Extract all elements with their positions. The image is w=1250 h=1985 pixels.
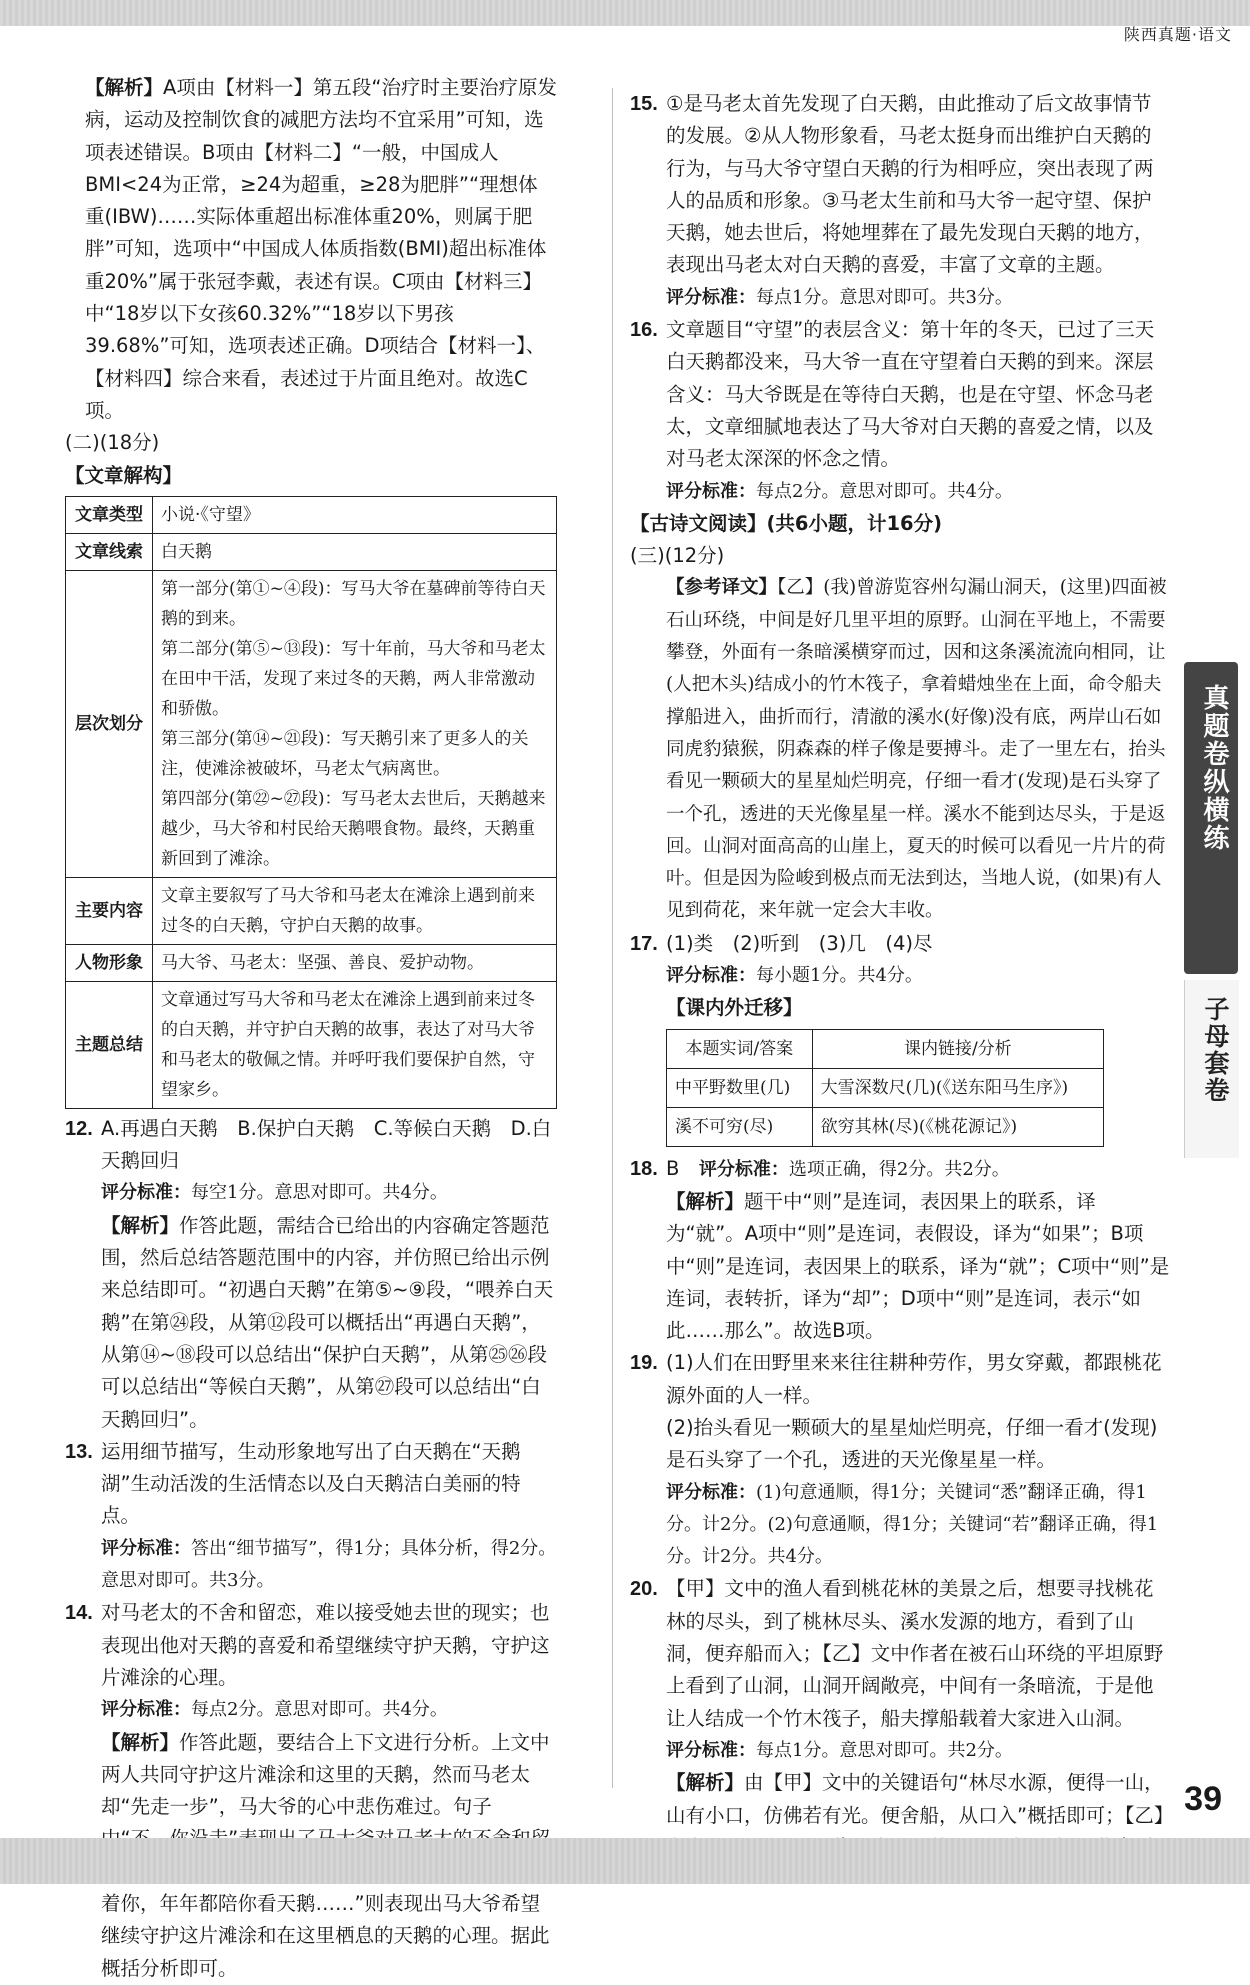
scoring	[630, 476, 1170, 508]
row-body	[153, 533, 557, 570]
table-header-row	[667, 1029, 1104, 1068]
analysis-tag: 【解析】	[101, 1213, 180, 1237]
analysis-text: A项由【材料一】第五段“治疗时主要治疗原发病，运动及控制饮食的减肥方法均不宜采用”可知，选项表述错误。B项由【材料二】“一般，中国成人BMI<24为正常，≥24为超重，≥28为肥胖”“理想体重(IBW)……实际体重超出标准体重20%，则属于肥胖”可知，选项中“中国成人体质指数(BMI)超出标准体重20%”属于张冠李戴，表述有误。C项由【材料三】中“18岁以下女孩60.32%”“18岁以下男孩39.68%”可知，选项表述正确。D项结合【材料一】、【材料四】综合来看，表述过于片面且绝对。故选C项。	[85, 76, 557, 422]
question-13	[65, 1436, 557, 1533]
row-text: 第一部分(第①~④段)：写马大爷在墓碑前等待白天鹅的到来。	[161, 578, 546, 629]
column-divider	[612, 88, 613, 1788]
answer: B	[666, 1156, 680, 1180]
row-text: 第二部分(第⑤~⑬段)：写十年前，马大爷和马老太在田中干活，发现了来过冬的天鹅，两人非常激动和骄傲。	[161, 638, 546, 719]
scoring-text: 每点2分。意思对即可。共4分。	[756, 480, 1013, 502]
transfer-table-wrap	[630, 1029, 1170, 1147]
column-header: 本题实词/答案	[667, 1029, 813, 1068]
question-20	[630, 1573, 1170, 1734]
scoring-text: 选项正确，得2分。共2分。	[788, 1158, 1010, 1180]
analysis-tag: 【解析】	[666, 1189, 745, 1213]
transfer-heading: 【课内外迁移】	[666, 996, 803, 1020]
page-number: 39	[1184, 1780, 1222, 1818]
answer: 文章题目“守望”的表层含义：第十年的冬天，已过了三天白天鹅都没来，马大爷一直在守望着白天鹅的到来。深层含义：马大爷既是在等待白天鹅，也是在守望、怀念马老太，文章细腻地表达了马大爷对白天鹅的喜爱之情，以及对马老太深深的怀念之情。	[666, 318, 1155, 471]
question-14	[65, 1597, 557, 1694]
scoring-tag: 评分标准：	[698, 1158, 789, 1180]
structure-table	[65, 496, 557, 1109]
row-head: 文章类型	[66, 496, 153, 533]
row-body	[153, 981, 557, 1108]
table-row	[667, 1068, 1104, 1107]
scoring	[65, 1533, 557, 1598]
row-body	[153, 570, 557, 877]
answer: 对马老太的不舍和留恋，难以接受她去世的现实；也表现出他对天鹅的喜爱和希望继续守护天鹅，守护这片滩涂的心理。	[101, 1601, 550, 1689]
row-text: 马大爷、马老太：坚强、善良、爱护动物。	[161, 952, 484, 973]
side-tab-label: 子母套卷	[1201, 996, 1230, 1104]
table-row	[66, 570, 557, 877]
analysis-text: 题干中“则”是连词，表因果上的联系，译为“就”。A项中“则”是连词，表假设，译为“如果”；B项中“则”是连词，表因果上的联系，译为“就”；C项中“则”是连词，表转折，译为“却”；D项中“则”是连词，表示“如此……那么”。故选B项。	[666, 1189, 1170, 1343]
scoring-text: 每点2分。意思对即可。共4分。	[191, 1699, 448, 1721]
answer: 【甲】文中的渔人看到桃花林的美景之后，想要寻找桃花林的尽头，到了桃林尽头、溪水发源的地方，看到了山洞，便弃船而入；【乙】文中作者在被石山环绕的平坦原野上看到了山洞，山洞开阔敞亮，中间有一条暗流，于是他让人结成一个竹木筏子，船夫撑船载着大家进入山洞。	[666, 1577, 1164, 1730]
scoring-tag: 评分标准：	[666, 1739, 756, 1761]
right-column	[630, 88, 1170, 1864]
scoring-text: 每小题1分。共4分。	[756, 965, 923, 987]
table-row	[667, 1107, 1104, 1146]
answer: 运用细节描写，生动形象地写出了白天鹅在“天鹅湖”生动活泼的生活情态以及白天鹅洁白美丽的特点。	[101, 1439, 521, 1528]
poetry-heading: 【古诗文阅读】(共6小题，计16分)	[630, 511, 943, 535]
table-cell: 大雪深数尺(几)(《送东阳马生序》)	[812, 1068, 1103, 1107]
question-17	[630, 928, 1170, 960]
question-number: 14.	[65, 1602, 93, 1625]
row-body	[153, 496, 557, 533]
page-header: 陕西真题·语文	[1123, 25, 1232, 44]
table-cell: 中平野数里(几)	[667, 1068, 813, 1107]
question-number: 17.	[630, 932, 658, 955]
table-row	[66, 944, 557, 981]
table-row	[66, 981, 557, 1108]
side-tab-sub	[1184, 980, 1239, 1158]
question-number: 15.	[630, 93, 658, 115]
analysis-text: 作答此题，要结合上下文进行分析。上文中两人共同守护这片滩涂和这里的天鹅，然而马老太却“先走一步”，马大爷的心中悲伤难过。句子 着你，年年都陪你看天鹅……”则表现出马大爷希望继续守护这片滩涂和在这里栖息的天鹅的心理。据此概括分析即可。	[101, 1730, 550, 1980]
translation-tag: 【参考译文】	[666, 577, 778, 599]
question-18	[630, 1153, 1170, 1186]
analysis-tag: 【解析】	[85, 76, 164, 99]
analysis-tag: 【解析】	[666, 1771, 745, 1795]
side-tab-label: 真题卷纵横练	[1199, 684, 1229, 852]
analysis-text: 由【甲】文中的关键语句“林尽水源，便得一山，山有小口，仿佛若有光。便舍船，从口入”概括即可；【乙】	[666, 1771, 1164, 1827]
table-cell: 欲穷其林(尽)(《桃花源记》)	[812, 1107, 1103, 1146]
answer: (2)抬头看见一颗硕大的星星灿烂明亮，仔细一看才(发现)是石头穿了一个孔，透进的天光像星星一样。	[666, 1415, 1158, 1472]
row-head: 主题总结	[66, 981, 153, 1108]
answer: (1)类 (2)听到 (3)几 (4)尽	[666, 931, 933, 955]
scoring-tag: 评分标准：	[666, 965, 756, 987]
row-head: 主要内容	[66, 877, 153, 944]
question-15	[630, 88, 1170, 282]
scoring-tag: 评分标准：	[101, 1537, 191, 1559]
table-row	[66, 877, 557, 944]
table-cell: 溪不可穷(尽)	[667, 1107, 813, 1146]
scoring	[65, 1694, 557, 1726]
question-number: 19.	[630, 1352, 658, 1375]
answer: (1)人们在田野里来来往往耕种劳作，男女穿戴，都跟桃花源外面的人一样。	[666, 1351, 1162, 1407]
scoring-text: 每空1分。意思对即可。共4分。	[191, 1182, 448, 1204]
row-body	[153, 877, 557, 944]
row-text: 第四部分(第㉒~㉗段)：写马老太去世后，天鹅越来越少，马大爷和村民给天鹅喂食物。最终，天鹅重新回到了滩涂。	[161, 788, 546, 869]
intro-analysis	[65, 72, 557, 427]
scoring-tag: 评分标准：	[666, 1481, 756, 1503]
scoring	[630, 1477, 1170, 1574]
answer: A.再遇白天鹅 B.保护白天鹅 C.等候白天鹅 D.白天鹅回归	[101, 1116, 552, 1173]
analysis	[65, 1210, 557, 1436]
scoring-text: 答出“细节描写”，得1分；具体分析，得2分。意思对即可。共3分。	[101, 1537, 557, 1592]
translation-text: 【乙】(我)曾游览容州勾漏山洞天，(这里)四面被石山环绕，中间是好几里平坦的原野。山洞在平地上，不需要攀登，外面有一条暗溪横穿而过，因和这条溪流流向相同，让(人把木头)结成小的竹木筏子，拿着蜡烛坐在上面，命令船夫撑船进入，曲折而行，清澈的溪水(好像)没有底，两岸山石如同虎豹猿猴，阴森森的样子像是要搏斗。走了一里左右，抬头看见一颗硕大的星星灿烂明亮，仔细一看才(发现)是石头穿了一个孔，透进的天光像星星一样。溪水不能到达尽头，于是返回。山洞对面高高的山崖上，夏天的时候可以看见一片片的荷叶。但是因为险峻到极点而无法到达，当地人说，(如果)有人见到荷花，来年就一定会大丰收。	[666, 577, 1167, 922]
reference-translation	[630, 572, 1170, 927]
scoring	[630, 960, 1170, 992]
row-text: 文章主要叙写了马大爷和马老太在滩涂上遇到前来过冬的白天鹅，守护白天鹅的故事。	[161, 885, 535, 936]
scoring-text: 每点1分。意思对即可。共2分。	[756, 1739, 1013, 1761]
analysis-tag: 【解析】	[101, 1730, 180, 1754]
question-number: 18.	[630, 1157, 658, 1180]
row-head: 文章线索	[66, 533, 153, 570]
left-column	[65, 72, 557, 1985]
analysis	[630, 1186, 1170, 1347]
question-19	[630, 1347, 1170, 1412]
question-number: 12.	[65, 1117, 93, 1140]
row-body	[153, 944, 557, 981]
scoring-text: (1)句意通顺，得1分；关键词“悉”翻译正确，得1分。计2分。(2)句意通顺，得1分；关键词“若”翻译正确，得1分。计2分。共4分。	[666, 1481, 1159, 1568]
question-number: 16.	[630, 319, 658, 342]
row-text: 白天鹅	[161, 541, 212, 562]
row-text: 第三部分(第⑭~㉑段)：写天鹅引来了更多人的关注，使滩涂被破坏，马老太气病离世。	[161, 728, 529, 779]
scoring-text: 每点1分。意思对即可。共3分。	[756, 286, 1013, 308]
scoring	[65, 1177, 557, 1209]
question-12	[65, 1113, 557, 1178]
transfer-table	[666, 1029, 1104, 1147]
scoring-tag: 评分标准：	[666, 286, 756, 308]
top-scan-band	[0, 0, 1250, 26]
scoring	[630, 1735, 1170, 1767]
column-header: 课内链接/分析	[812, 1029, 1103, 1068]
scoring-tag: 评分标准：	[101, 1182, 191, 1204]
row-head: 人物形象	[66, 944, 153, 981]
question-number: 13.	[65, 1440, 93, 1463]
bottom-scan-band	[0, 1838, 1250, 1884]
structure-heading: 【文章解构】	[65, 463, 183, 487]
answer: ①是马老太首先发现了白天鹅，由此推动了后文故事情节的发展。②从人物形象看，马老太挺身而出维护白天鹅的行为，与马大爷守望白天鹅的行为相呼应，突出表现了两人的品质和形象。③马老太生前和马大爷一起守望、保护天鹅，她去世后，将她埋葬在了最先发现白天鹅的地方，表现出马老太对白天鹅的喜爱，丰富了文章的主题。	[666, 92, 1154, 277]
section-2-heading: (二)(18分)	[65, 431, 160, 455]
row-head: 层次划分	[66, 570, 153, 877]
table-row	[66, 496, 557, 533]
row-text: 小说·《守望》	[161, 504, 260, 525]
section-3-heading: (三)(12分)	[630, 544, 725, 568]
table-row	[66, 533, 557, 570]
scoring-tag: 评分标准：	[666, 480, 756, 502]
analysis-text: 作答此题，需结合已给出的内容确定答题范围，然后总结答题范围中的内容，并仿照已给出示例来总结即可。“初遇白天鹅”在第⑤~⑨段，“喂养白天鹅”在第㉔段，从第⑫段可以概括出“再遇白天鹅”，从第⑭~⑱段可以总结出“保护白天鹅”，从第㉕㉖段可以总结出“等候白天鹅”，从第㉗段可以总结出“白天鹅回归”。	[101, 1213, 554, 1431]
question-number: 20.	[630, 1578, 658, 1601]
row-text: 文章通过写马大爷和马老太在滩涂上遇到前来过冬的白天鹅，并守护白天鹅的故事，表达了对马大爷和马老太的敬佩之情。并呼吁我们要保护自然，守望家乡。	[161, 989, 535, 1100]
side-tab-main	[1184, 662, 1238, 974]
question-16	[630, 314, 1170, 475]
scoring	[630, 282, 1170, 314]
scoring-tag: 评分标准：	[101, 1699, 191, 1721]
